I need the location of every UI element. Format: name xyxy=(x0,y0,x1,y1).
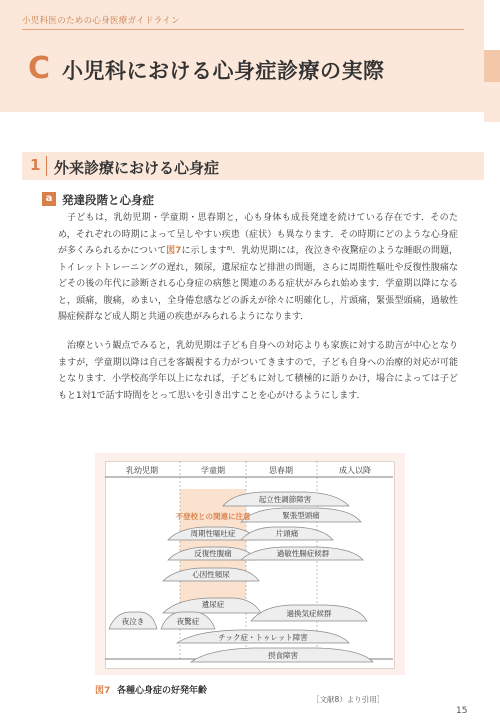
highlight-label: 不登校との関連に注意 xyxy=(175,512,251,521)
section-divider xyxy=(46,156,47,176)
label-cyclic-vomiting: 周期性嘔吐症 xyxy=(190,529,236,538)
section-title: 外来診療における心身症 xyxy=(54,159,220,177)
subsection-title: 発達段階と心身症 xyxy=(62,193,154,207)
section-letter: C xyxy=(27,51,51,86)
paragraph-1-text-a: 子どもは，乳幼児期・学童期・思春期と，心も身体も成長発達を続けている存在です．そのため，それぞれの時期によって呈しやすい疾患（症状）も異なります．その時期にどのような心身症が多くみられるかについて xyxy=(58,213,458,256)
label-orthostatic: 起立性調節障害 xyxy=(258,495,312,504)
period-label-school: 学童期 xyxy=(201,466,225,475)
running-header: 小児科医のための心身医療ガイドライン xyxy=(22,16,180,26)
age-onset-diagram xyxy=(105,461,393,669)
paragraph-2-text: 治療という観点でみると，乳幼児期は子ども自身への対応よりも家族に対する助言が中心となりますが，学童期以降は自己を客観視する力がついてきますので，子ども自身への治療的対応が可能となります．小学校高学年以上になれば，子どもに対して積極的に語りかけ，場合によっては子どもと1対1で話す時間をとって思いを引き出すことを心がけるようにします． xyxy=(58,341,458,401)
label-eating-disorder: 摂食障害 xyxy=(268,651,298,660)
label-psychogenic-frequency: 心因性頻尿 xyxy=(192,570,230,579)
page-title: 小児科における心身症診療の実際 xyxy=(62,59,385,83)
paragraph-2 xyxy=(58,338,458,404)
period-label-infant: 乳幼児期 xyxy=(126,466,158,475)
figure-caption: 各種心身症の好発年齢 xyxy=(117,686,208,696)
label-enuresis: 遺尿症 xyxy=(201,600,225,609)
paragraph-1 xyxy=(58,210,458,326)
period-label-adolescent: 思春期 xyxy=(269,466,293,475)
label-tic: チック症・トゥレット障害 xyxy=(218,633,308,642)
side-strip xyxy=(484,82,500,122)
label-tension-headache: 緊張型頭痛 xyxy=(282,511,320,520)
figure-reference-link[interactable]: 図7 xyxy=(166,246,182,256)
subsection-label: a xyxy=(42,192,56,206)
page-number: 15 xyxy=(456,706,468,716)
figure-source: ［文献8）より引用］ xyxy=(312,695,385,704)
label-night-crying: 夜泣き xyxy=(121,617,145,626)
paragraph-1-text-b: に示します⁸⁾．乳幼児期には，夜泣きや夜驚症のような睡眠の問題，トイレットトレーニングの遅れ，頻尿，遺尿症など排泄の問題，さらに周期性嘔吐や反復性腹痛などその後の年代に診断される心身症の病態と関連のある症状がみられ始めます．学童期以降になると，頭痛，腹痛，めまい，全身倦怠感などの訴えが徐々に明確化し，片頭痛，緊張型頭痛，過敏性腸症候群など成人期と共通の疾患がみられるようになります． xyxy=(58,246,459,322)
label-ibs: 過敏性腸症候群 xyxy=(276,549,330,558)
label-hyperventilation: 過換気症候群 xyxy=(286,609,332,618)
label-migraine: 片頭痛 xyxy=(275,529,299,538)
side-tab xyxy=(484,50,500,82)
header-rule xyxy=(22,29,464,30)
figure-number: 図7 xyxy=(95,686,111,696)
label-night-terrors: 夜驚症 xyxy=(176,617,200,626)
section-number: 1 xyxy=(30,156,41,174)
label-recurrent-abdominal: 反復性腹痛 xyxy=(194,549,232,558)
period-label-adult: 成人以降 xyxy=(339,466,371,475)
